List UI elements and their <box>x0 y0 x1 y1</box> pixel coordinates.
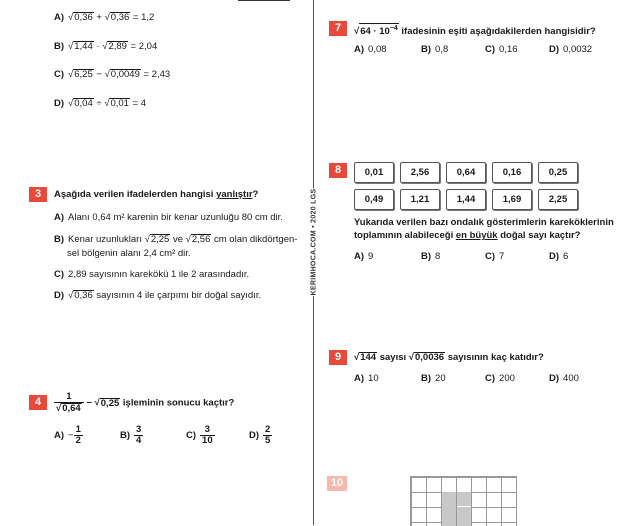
q7-stem: $√64 \cdot 10^{-4}$ ifadesinin eşiti aşağıdakilerden hangisidir? <box>354 25 596 38</box>
q9-option-a[interactable]: A) 10 <box>354 373 379 384</box>
q8-box: 2,25 <box>538 189 578 210</box>
q9-option-b[interactable]: B) 20 <box>421 373 446 384</box>
q8-box: 0,49 <box>354 189 394 210</box>
q8-option-d[interactable]: D) 6 <box>549 251 569 262</box>
q3-stem: Aşağıda verilen ifadelerden hangisi yanlıştır? <box>54 189 259 200</box>
q8-box: 2,56 <box>400 162 440 183</box>
grid-shaded-cell <box>457 507 471 526</box>
question-number-4: 4 <box>29 395 47 410</box>
q2-option-a[interactable]: A) √0,36 + √0,36 = 1,2 <box>54 12 155 23</box>
q4-option-c[interactable]: C) $\frac{3}{10}$ <box>186 424 213 446</box>
q2-option-c[interactable]: C) √6,25 − √0,0049 = 2,43 <box>54 69 171 80</box>
q8-box: 0,01 <box>354 162 394 183</box>
q8-box: 1,21 <box>400 189 440 210</box>
q8-box: 1,44 <box>446 189 486 210</box>
grid-shaded-cell <box>442 492 456 526</box>
q8-option-a[interactable]: A) 9 <box>354 251 374 262</box>
q9-option-c[interactable]: C) 200 <box>485 373 515 384</box>
q7-option-a[interactable]: A) 0,08 <box>354 44 387 55</box>
q8-box: 0,25 <box>538 162 578 183</box>
q9-stem: √144 sayısı √0,0036 sayısının kaç katıdır? <box>354 352 544 363</box>
q3-option-b[interactable]: B) Kenar uzunlukları √2,25 ve √2,56 cm olan dikdörtgen- <box>54 234 298 245</box>
q4-fraction: $\frac{1}{√0,64}$ <box>54 392 84 414</box>
q8-option-b[interactable]: B) 8 <box>421 251 441 262</box>
question-number-3: 3 <box>29 187 47 202</box>
q8-box: 0,64 <box>446 162 486 183</box>
q3-option-a[interactable]: A) Alanı 0,64 m² karenin bir kenar uzunluğu 80 cm dir. <box>54 212 283 223</box>
q4-option-d[interactable]: D) $\frac{2}{5}$ <box>249 424 271 446</box>
q4-option-b[interactable]: B) $\frac{3}{4}$ <box>120 424 142 446</box>
column-divider-bottom <box>313 296 314 525</box>
q8-box: 0,16 <box>492 162 532 183</box>
q7-option-b[interactable]: B) 0,8 <box>421 44 449 55</box>
q7-option-c[interactable]: C) 0,16 <box>485 44 518 55</box>
q8-option-c[interactable]: C) 7 <box>485 251 505 262</box>
q3-option-d[interactable]: D) √0,36 sayısının 4 ile çarpımı bir doğal sayıdır. <box>54 290 262 301</box>
q2-option-b[interactable]: B) √1,44 · √2,89 = 2,04 <box>54 41 158 52</box>
q8-stem-line1: Yukarıda verilen bazı ondalık gösterimlerin kareköklerinin <box>354 217 614 228</box>
q4-stem: $\frac{1}{√0,64}$ − √0,25 işleminin sonucu kaçtır? <box>56 391 235 414</box>
q4-option-a[interactable]: A) − $\frac{1}{2}$ <box>54 424 81 446</box>
q3-option-c[interactable]: C) 2,89 sayısının karekökü 1 ile 2 arasındadır. <box>54 269 250 280</box>
q3-option-b-line2: sel bölgenin alanı 2,4 cm² dir. <box>67 248 191 259</box>
grid-shaded-cell <box>457 492 471 506</box>
top-rule <box>238 0 290 1</box>
q2-option-d[interactable]: D) √0,04 ÷ √0,01 = 4 <box>54 98 147 109</box>
q10-grid-figure <box>410 476 517 526</box>
question-number-10: 10 <box>327 476 347 491</box>
column-divider-top <box>313 0 314 188</box>
q7-option-d[interactable]: D) 0,0032 <box>549 44 593 55</box>
question-number-9: 9 <box>329 350 347 365</box>
q8-stem-line2: toplamının alabileceği en büyük doğal sayı kaçtır? <box>354 230 581 241</box>
q9-option-d[interactable]: D) 400 <box>549 373 579 384</box>
question-number-8: 8 <box>329 163 347 178</box>
question-number-7: 7 <box>329 21 347 36</box>
watermark: KERIMHOCA.COM • 2020 LGS <box>310 188 317 296</box>
q8-box: 1,69 <box>492 189 532 210</box>
